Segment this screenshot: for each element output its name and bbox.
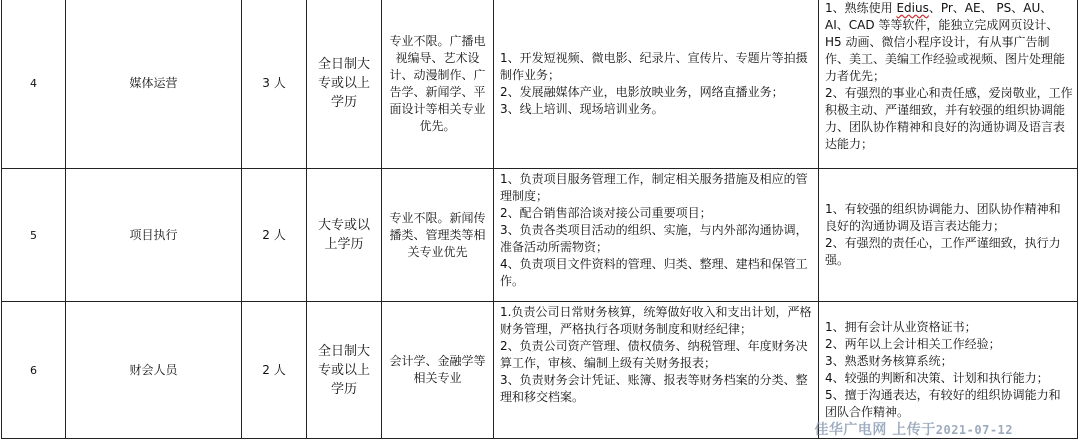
requirement-item: 3、熟悉财务核算系统； (825, 354, 953, 368)
headcount: 3 人 (242, 0, 307, 169)
duty-item: 1、负责项目服务管理工作，制定相关服务措施及相应的管理制度； (500, 172, 808, 203)
row-number: 6 (2, 302, 66, 439)
duty-item: 3、线上培训、现场培训业务。 (500, 101, 664, 116)
duty-item: 3、负责各类项目活动的组织、实施，与内外部沟通协调，准备活动所需物资； (500, 223, 808, 254)
position-name: 媒体运营 (66, 0, 242, 169)
spellcheck-underline: Edius (896, 1, 929, 15)
duty-item: 1、开发短视频、微电影、纪录片、宣传片、专题片等拍摄制作业务； (500, 50, 808, 82)
job-duties (494, 302, 819, 439)
major-requirement: 会计学、金融学等相关专业 (382, 302, 494, 439)
education-requirement: 全日制大专或以上学历 (307, 302, 382, 439)
duty-item: 2、发展融媒体产业，电影放映业务，网络直播业务； (500, 84, 784, 99)
requirement-item: 5、擅于沟通表达，有较好的组织协调能力和团队合作精神。 (825, 388, 1061, 419)
job-duties (494, 0, 819, 169)
job-requirements (819, 302, 1078, 439)
job-duties (494, 169, 819, 302)
requirement-item: 2、有强烈的责任心，工作严谨细致，执行力强。 (825, 236, 1061, 267)
table-row (2, 169, 1078, 302)
watermark (814, 419, 1013, 439)
position-name: 财会人员 (66, 302, 242, 439)
duty-item: 3、负责财务会计凭证、账簿、报表等财务档案的分类、整理和移交档案。 (500, 373, 808, 404)
watermark-text: 佳华广电网 上传于 (814, 422, 936, 438)
job-requirements (819, 0, 1078, 169)
headcount: 2 人 (242, 302, 307, 439)
requirement-item: 4、较强的判断和决策、计划和执行能力； (825, 371, 1049, 385)
recruitment-table (1, 0, 1078, 439)
row-number: 4 (2, 0, 66, 169)
duty-item: 2、负责公司资产管理、债权债务、纳税管理、年度财务决算工作，审核、编制上级有关财务报表； (500, 339, 808, 370)
requirement-item: 1、熟练使用 Edius、Pr、AE、 PS、AU、AI、CAD 等等软件，能独立完成网页设计、H5 动画、微信小程序设计，有从事广告制作、美工、美编工作经验或视频、图片处理能力者优先； (825, 1, 1066, 83)
duty-item: 2、配合销售部洽谈对接公司重要项目； (500, 206, 712, 220)
major-requirement: 专业不限。新闻传播类、管理类等相关专业优先 (382, 169, 494, 302)
table-row (2, 302, 1078, 439)
major-requirement: 专业不限。广播电视编导、艺术设计、动漫制作、广告学、新闻学、平面设计等相关专业优先。 (382, 0, 494, 169)
requirement-item: 1、拥有会计从业资格证书； (825, 320, 977, 334)
requirement-item: 1、有较强的组织协调能力、团队协作精神和良好的沟通协调及语言表达能力； (825, 202, 1061, 233)
table-row (2, 0, 1078, 169)
duty-item: 1.负责公司日常财务核算，统筹做好收入和支出计划，严格财务管理，严格执行各项财务制度和财经纪律； (500, 305, 812, 336)
job-requirements (819, 169, 1078, 302)
requirement-item: 2、两年以上会计相关工作经验； (825, 337, 1001, 351)
headcount: 2 人 (242, 169, 307, 302)
row-number: 5 (2, 169, 66, 302)
watermark-date: 2021-07-12 (935, 423, 1013, 437)
position-name: 项目执行 (66, 169, 242, 302)
education-requirement: 全日制大专或以上学历 (307, 0, 382, 169)
duty-item: 4、负责项目文件资料的管理、归类、整理、建档和保管工作。 (500, 257, 808, 288)
requirement-item: 2、有强烈的事业心和责任感，爱岗敬业，工作积极主动、严谨细致，并有较强的组织协调能力、团队协作精神和良好的沟通协调及语言表达能力； (825, 86, 1073, 151)
education-requirement: 大专或以上学历 (307, 169, 382, 302)
